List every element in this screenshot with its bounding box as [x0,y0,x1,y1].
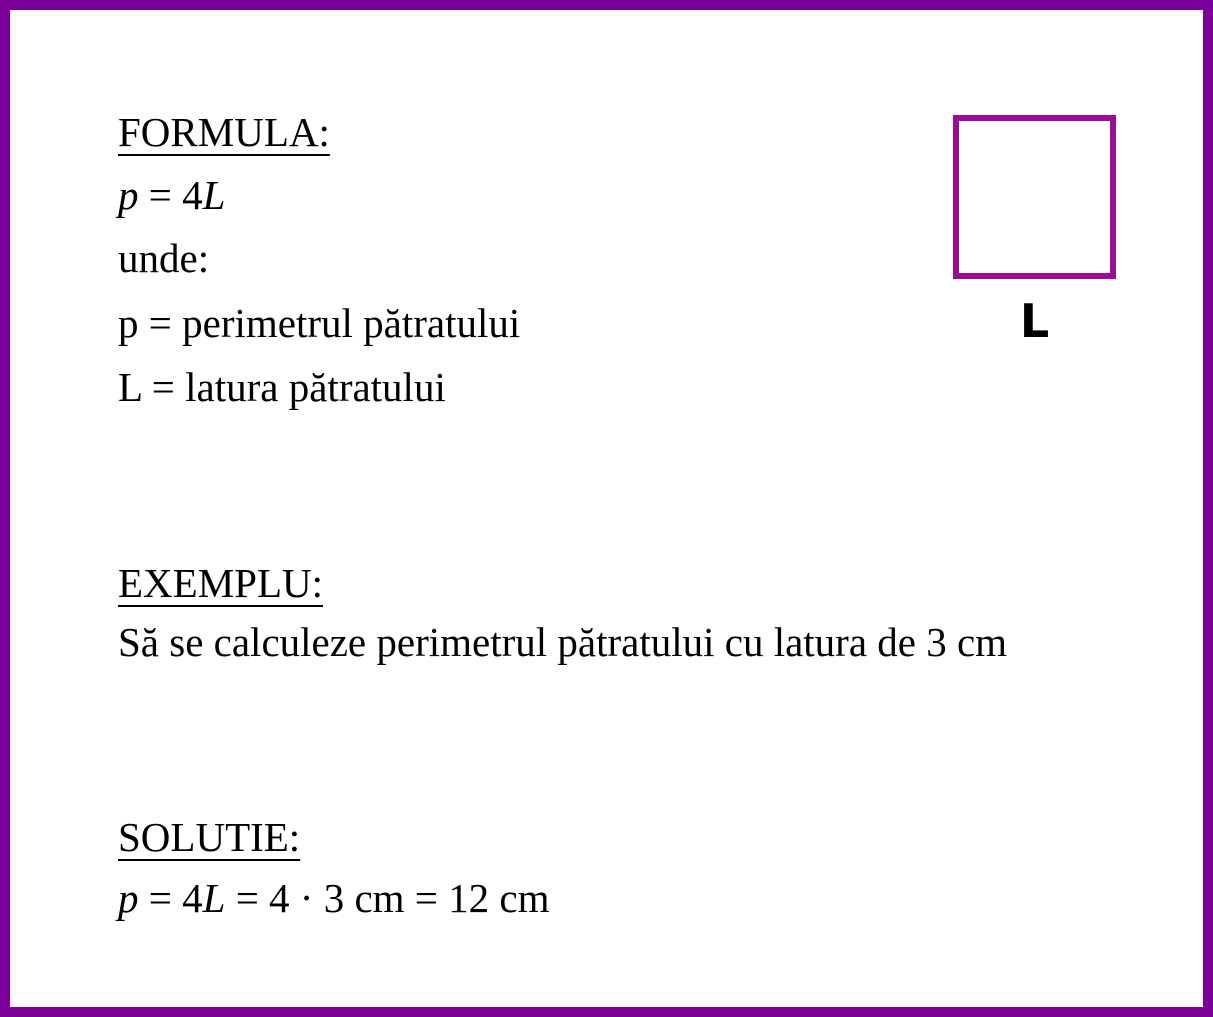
solution-var-L: L [202,875,226,921]
solution-heading: SOLUTIE: [118,814,301,860]
solution-result: = 4 · 3 cm = 12 cm [225,875,550,921]
formula-var-p: p [118,172,139,218]
example-heading: EXEMPLU: [118,560,323,606]
square-shape [953,115,1116,279]
definition-perimeter: p = perimetrul pătratului [118,300,521,346]
solution-var-p: p [118,875,139,921]
formula-heading: FORMULA: [118,109,330,155]
where-label: unde: [118,235,210,281]
formula-equals-four: = 4 [138,172,203,218]
example-problem-text: Să se calculeze perimetrul pătratului cu latura de 3 cm [118,619,1008,665]
formula-equation [118,165,225,225]
formula-var-L: L [202,172,226,218]
definition-side: L = latura pătratului [118,364,446,410]
solution-equals-four: = 4 [138,875,203,921]
square-side-label: L [1019,294,1050,348]
solution-equation [118,868,550,928]
